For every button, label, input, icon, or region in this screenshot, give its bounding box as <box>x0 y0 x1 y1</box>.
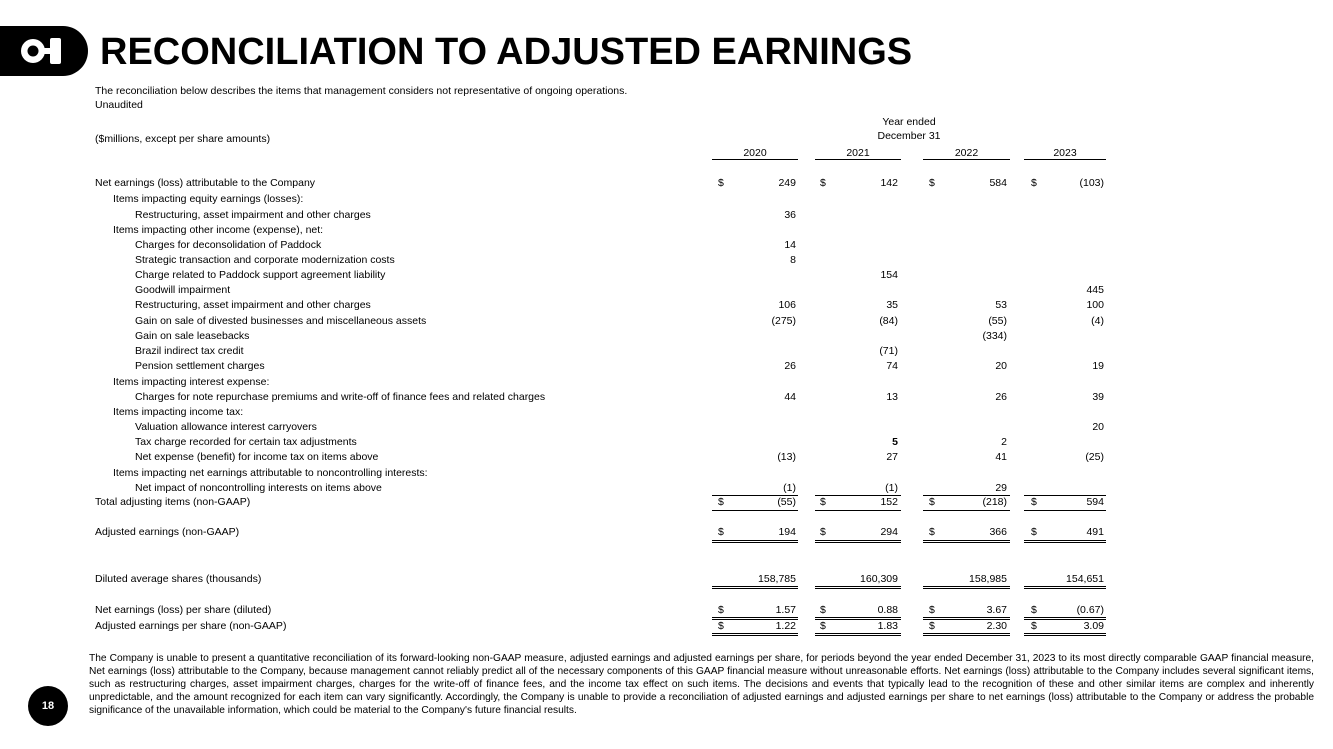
cell-value-2020: 44 <box>784 391 796 403</box>
cell-value-2023: 20 <box>1092 421 1104 433</box>
cell-value-2020: 1.22 <box>775 620 796 632</box>
row-label: Restructuring, asset impairment and other charges <box>135 299 371 311</box>
row-label: Items impacting income tax: <box>113 406 244 418</box>
page-title: RECONCILIATION TO ADJUSTED EARNINGS <box>100 31 913 73</box>
intro-text <box>95 84 627 112</box>
cell-value-2021: 27 <box>886 451 898 463</box>
cell-value-2022: 53 <box>995 299 1007 311</box>
total-underline <box>923 495 1010 496</box>
year-ended-header <box>850 115 968 143</box>
cell-value-2020: 26 <box>784 360 796 372</box>
table-row <box>95 572 1105 587</box>
row-label: Net earnings (loss) per share (diluted) <box>95 604 272 616</box>
total-underline <box>815 586 901 587</box>
row-label: Adjusted earnings (non-GAAP) <box>95 526 240 538</box>
cell-value-2023: (0.67) <box>1076 604 1104 616</box>
dollar-sign: $ <box>718 177 724 189</box>
total-underline <box>712 588 798 589</box>
total-underline <box>712 617 798 618</box>
row-label: Items impacting equity earnings (losses): <box>113 193 304 205</box>
total-underline <box>1024 619 1106 620</box>
year-ended-line2: December 31 <box>877 130 941 142</box>
cell-value-2023: 39 <box>1092 391 1104 403</box>
cell-value-2021: 5 <box>892 436 898 448</box>
cell-value-2020: (55) <box>777 496 796 508</box>
table-row <box>95 192 1105 207</box>
table-row <box>95 298 1105 313</box>
row-label: Pension settlement charges <box>135 360 265 372</box>
dollar-sign: $ <box>929 604 935 616</box>
dollar-sign: $ <box>718 496 724 508</box>
table-row <box>95 405 1105 420</box>
cell-value-2021: 154 <box>880 269 898 281</box>
table-row <box>95 420 1105 435</box>
total-underline <box>923 588 1010 589</box>
cell-value-2022: 158,985 <box>969 573 1007 585</box>
column-header-2023: 2023 <box>1024 147 1106 160</box>
dollar-sign: $ <box>1031 620 1037 632</box>
cell-value-2021: (1) <box>885 482 898 494</box>
cell-value-2022: 584 <box>989 177 1007 189</box>
dollar-sign: $ <box>929 526 935 538</box>
cell-value-2021: (71) <box>879 345 898 357</box>
cell-value-2020: 36 <box>784 209 796 221</box>
units-label: ($millions, except per share amounts) <box>95 133 271 145</box>
table-row <box>95 223 1105 238</box>
table-row <box>95 495 1105 510</box>
total-underline <box>815 495 901 496</box>
dollar-sign: $ <box>718 620 724 632</box>
total-underline <box>815 635 901 636</box>
total-underline <box>712 542 798 543</box>
row-label: Strategic transaction and corporate modernization costs <box>135 254 395 266</box>
total-underline <box>815 617 901 618</box>
table-row <box>95 238 1105 253</box>
row-label: Diluted average shares (thousands) <box>95 573 262 585</box>
total-underline <box>1024 586 1106 587</box>
total-underline <box>712 495 798 496</box>
cell-value-2020: 14 <box>784 239 796 251</box>
cell-value-2022: 3.67 <box>986 604 1007 616</box>
table-row <box>95 481 1105 496</box>
cell-value-2020: 158,785 <box>758 573 796 585</box>
row-label: Net impact of noncontrolling interests on items above <box>135 482 382 494</box>
cell-value-2020: (275) <box>771 315 796 327</box>
cell-value-2021: 294 <box>880 526 898 538</box>
table-row <box>95 466 1105 481</box>
dollar-sign: $ <box>1031 177 1037 189</box>
total-underline <box>712 635 798 636</box>
cell-value-2021: 160,309 <box>860 573 898 585</box>
cell-value-2020: (1) <box>783 482 796 494</box>
cell-value-2022: 26 <box>995 391 1007 403</box>
cell-value-2021: 35 <box>886 299 898 311</box>
total-underline <box>712 586 798 587</box>
cell-value-2023: 100 <box>1086 299 1104 311</box>
total-underline <box>1024 635 1106 636</box>
table-row <box>95 268 1105 283</box>
total-underline <box>923 617 1010 618</box>
row-label: Items impacting interest expense: <box>113 376 270 388</box>
table-row <box>95 525 1105 540</box>
row-label: Goodwill impairment <box>135 284 231 296</box>
table-row <box>95 208 1105 223</box>
row-label: Brazil indirect tax credit <box>135 345 244 357</box>
cell-value-2022: (334) <box>982 330 1007 342</box>
dollar-sign: $ <box>929 177 935 189</box>
cell-value-2020: 194 <box>778 526 796 538</box>
cell-value-2020: 1.57 <box>775 604 796 616</box>
table-row <box>95 253 1105 268</box>
row-label: Gain on sale leasebacks <box>135 330 250 342</box>
cell-value-2023: 19 <box>1092 360 1104 372</box>
table-row <box>95 450 1105 465</box>
total-underline <box>923 586 1010 587</box>
cell-value-2023: (4) <box>1091 315 1104 327</box>
cell-value-2022: 2 <box>1001 436 1007 448</box>
cell-value-2021: 0.88 <box>877 604 898 616</box>
total-underline <box>815 540 901 541</box>
dollar-sign: $ <box>718 526 724 538</box>
total-underline <box>923 540 1010 541</box>
column-header-2020: 2020 <box>712 147 798 160</box>
row-label: Gain on sale of divested businesses and miscellaneous assets <box>135 315 427 327</box>
cell-value-2022: 41 <box>995 451 1007 463</box>
dollar-sign: $ <box>929 620 935 632</box>
total-underline <box>815 588 901 589</box>
cell-value-2020: (13) <box>777 451 796 463</box>
row-label: Tax charge recorded for certain tax adjustments <box>135 436 357 448</box>
total-underline <box>1024 588 1106 589</box>
footer-disclaimer: The Company is unable to present a quantitative reconciliation of its forward-looking non-GAAP measure, adjusted earnings and adjusted earnings per share, for periods beyond the year ended December 31, 2023 to its most directly comparable GAAP financial measure, Net earnings (loss) attributable to the Company, because management cannot reliably predict all of the necessary components of this GAAP financial measure without unreasonable efforts. Net earnings (loss) attributable to the Company includes several significant items, such as restructuring charges, asset impairment charges, charges for the write-off of finance fees, and the income tax effect on such items. The decisions and events that typically lead to the recognition of these and other similar items are complex and inherently unpredictable, and the amount recognized for each item can vary significantly. Accordingly, the Company is unable to provide a reconciliation of adjusted earnings and adjusted earnings per share to net earnings (loss) attributable to the Company or address the probable significance of the unavailable information, which could be material to the Company's future financial results. <box>89 653 1314 717</box>
table-row <box>95 603 1105 618</box>
total-underline <box>923 510 1010 511</box>
total-underline <box>712 540 798 541</box>
cell-value-2020: 106 <box>778 299 796 311</box>
row-label: Charges for deconsolidation of Paddock <box>135 239 322 251</box>
cell-value-2022: 20 <box>995 360 1007 372</box>
cell-value-2021: 152 <box>880 496 898 508</box>
total-underline <box>815 619 901 620</box>
total-underline <box>923 542 1010 543</box>
cell-value-2023: (25) <box>1085 451 1104 463</box>
dollar-sign: $ <box>820 177 826 189</box>
row-label: Net earnings (loss) attributable to the Company <box>95 177 316 189</box>
cell-value-2021: 1.83 <box>877 620 898 632</box>
table-row <box>95 283 1105 298</box>
total-underline <box>923 619 1010 620</box>
table-row <box>95 344 1105 359</box>
cell-value-2021: (84) <box>879 315 898 327</box>
row-label: Charge related to Paddock support agreement liability <box>135 269 386 281</box>
table-row <box>95 435 1105 450</box>
table-row <box>95 329 1105 344</box>
cell-value-2020: 8 <box>790 254 796 266</box>
cell-value-2021: 142 <box>880 177 898 189</box>
total-underline <box>923 633 1010 634</box>
page-number: 18 <box>28 686 68 726</box>
dollar-sign: $ <box>820 496 826 508</box>
dollar-sign: $ <box>1031 604 1037 616</box>
column-header-2022: 2022 <box>923 147 1010 160</box>
table-row <box>95 619 1105 634</box>
company-logo <box>0 26 88 76</box>
total-underline <box>1024 540 1106 541</box>
table-row <box>95 375 1105 390</box>
total-underline <box>1024 617 1106 618</box>
row-label: Net expense (benefit) for income tax on items above <box>135 451 379 463</box>
cell-value-2023: 154,651 <box>1066 573 1104 585</box>
cell-value-2022: (55) <box>988 315 1007 327</box>
o-i-logo-icon <box>18 34 66 68</box>
cell-value-2020: 249 <box>778 177 796 189</box>
total-underline <box>1024 510 1106 511</box>
total-underline <box>712 510 798 511</box>
dollar-sign: $ <box>820 526 826 538</box>
row-label: Items impacting net earnings attributable to noncontrolling interests: <box>113 467 428 479</box>
unaudited-label: Unaudited <box>95 99 143 111</box>
row-label: Restructuring, asset impairment and other charges <box>135 209 371 221</box>
dollar-sign: $ <box>820 620 826 632</box>
dollar-sign: $ <box>718 604 724 616</box>
column-header-2021: 2021 <box>815 147 901 160</box>
table-row <box>95 314 1105 329</box>
row-label: Items impacting other income (expense), net: <box>113 224 324 236</box>
cell-value-2023: 491 <box>1086 526 1104 538</box>
cell-value-2023: 3.09 <box>1083 620 1104 632</box>
row-label: Adjusted earnings per share (non-GAAP) <box>95 620 287 632</box>
total-underline <box>1024 542 1106 543</box>
row-label: Valuation allowance interest carryovers <box>135 421 317 433</box>
total-underline <box>712 619 798 620</box>
cell-value-2022: 366 <box>989 526 1007 538</box>
total-underline <box>1024 633 1106 634</box>
dollar-sign: $ <box>929 496 935 508</box>
year-ended-line1: Year ended <box>882 116 936 128</box>
cell-value-2022: (218) <box>982 496 1007 508</box>
table-row <box>95 176 1105 191</box>
total-underline <box>815 542 901 543</box>
cell-value-2021: 74 <box>886 360 898 372</box>
dollar-sign: $ <box>1031 496 1037 508</box>
cell-value-2022: 29 <box>995 482 1007 494</box>
table-row <box>95 390 1105 405</box>
dollar-sign: $ <box>1031 526 1037 538</box>
cell-value-2023: 594 <box>1086 496 1104 508</box>
intro-description: The reconciliation below describes the items that management considers not representative of ongoing operations. <box>95 85 628 97</box>
total-underline <box>1024 495 1106 496</box>
row-label: Total adjusting items (non-GAAP) <box>95 496 251 508</box>
cell-value-2022: 2.30 <box>986 620 1007 632</box>
cell-value-2023: (103) <box>1079 177 1104 189</box>
total-underline <box>815 510 901 511</box>
cell-value-2021: 13 <box>886 391 898 403</box>
table-row <box>95 359 1105 374</box>
total-underline <box>712 633 798 634</box>
total-underline <box>815 633 901 634</box>
dollar-sign: $ <box>820 604 826 616</box>
row-label: Charges for note repurchase premiums and write-off of finance fees and related charges <box>135 391 546 403</box>
cell-value-2023: 445 <box>1086 284 1104 296</box>
total-underline <box>923 635 1010 636</box>
